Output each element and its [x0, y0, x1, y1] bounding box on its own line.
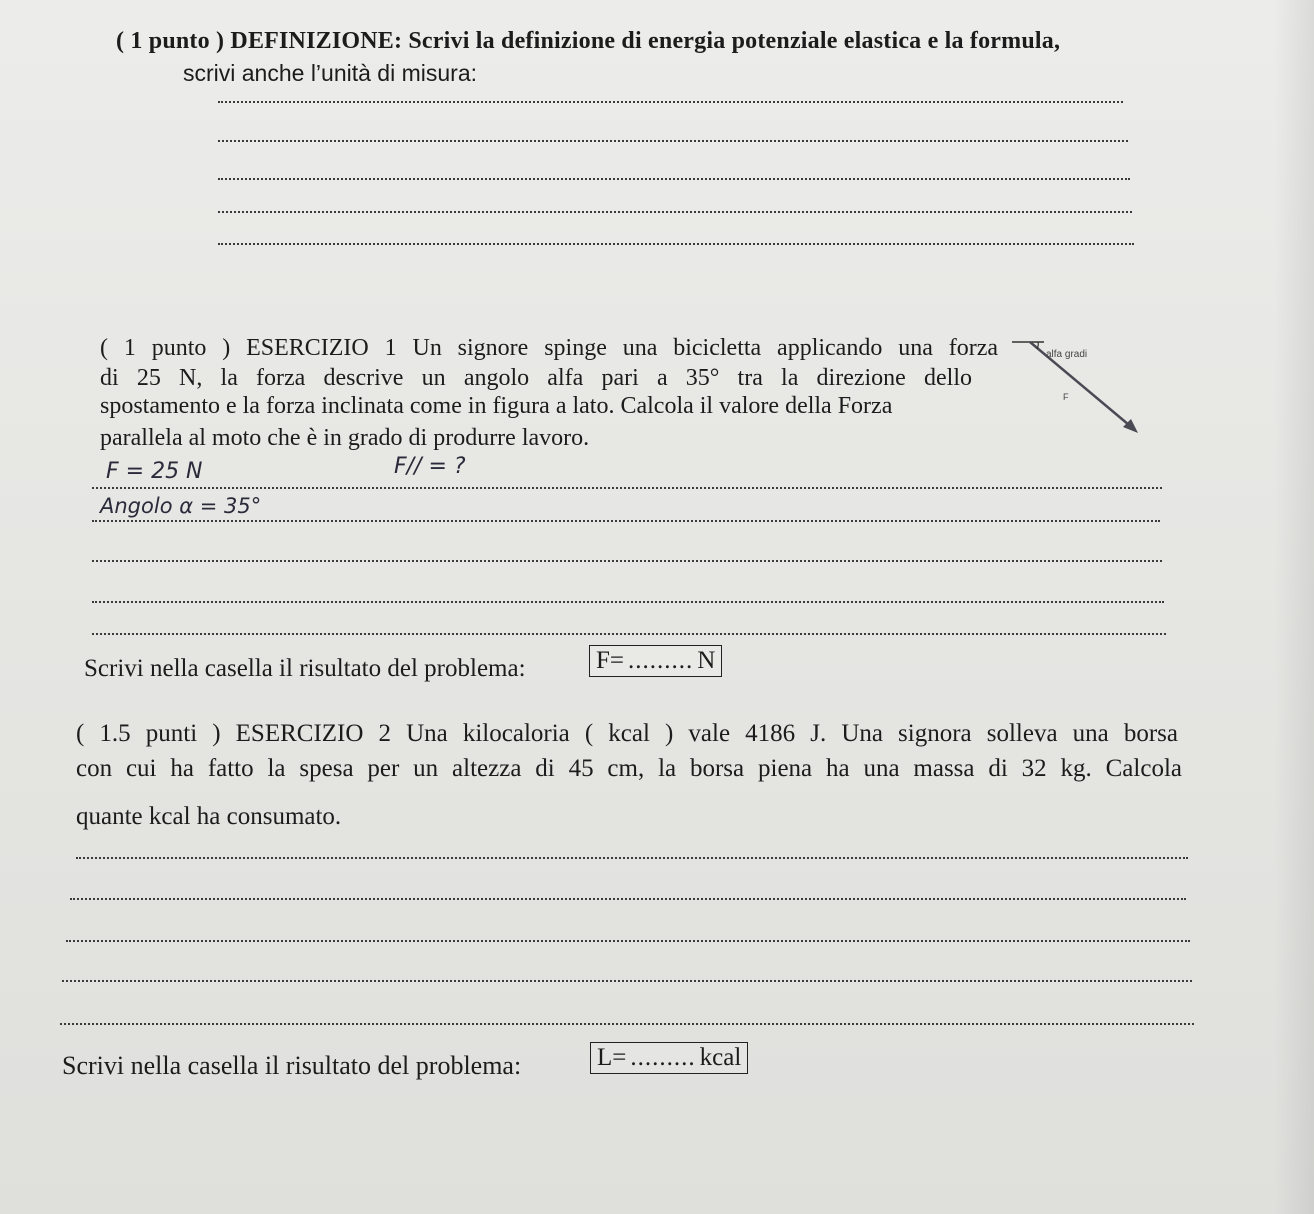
answer-line[interactable]	[218, 211, 1132, 213]
result-blank[interactable]	[628, 647, 693, 674]
esercizio2-line: ( 1.5 punti ) ESERCIZIO 2 Una kilocaloria ( kcal ) vale 4186 J. Una signora solleva una borsa	[76, 720, 1178, 747]
esercizio1-line: di 25 N, la forza descrive un angolo alfa pari a 35° tra la direzione dello	[100, 365, 972, 391]
handwritten-angle: Angolo α = 35°	[100, 494, 262, 518]
answer-line[interactable]	[66, 940, 1190, 942]
angle-arc	[1037, 342, 1038, 349]
result-prefix: F=	[596, 647, 625, 674]
handwritten-unknown: F// = ?	[394, 454, 466, 479]
result-unit: N	[697, 647, 716, 674]
answer-line[interactable]	[218, 140, 1128, 142]
result-box-energy[interactable]	[590, 1042, 748, 1074]
result-unit: kcal	[699, 1044, 742, 1071]
definizione-subtitle: scrivi anche l’unità di misura:	[183, 60, 478, 86]
answer-line[interactable]	[92, 520, 1160, 522]
result-blank[interactable]	[630, 1044, 695, 1071]
result-box-force[interactable]	[589, 645, 722, 677]
esercizio2-line: con cui ha fatto la spesa per un altezza di 45 cm, la borsa piena ha una massa di 32 kg. Calcola	[76, 755, 1182, 782]
esercizio1-line: ( 1 punto ) ESERCIZIO 1 Un signore spinge una bicicletta applicando una forza	[100, 335, 998, 361]
answer-line[interactable]	[92, 560, 1162, 562]
answer-line[interactable]	[76, 857, 1188, 859]
result-prompt: Scrivi nella casella il risultato del problema:	[62, 1051, 522, 1080]
angle-label: alfa gradi	[1046, 349, 1088, 360]
result-prompt: Scrivi nella casella il risultato del problema:	[84, 655, 526, 682]
esercizio1-line: parallela al moto che è in grado di produrre lavoro.	[100, 425, 590, 451]
answer-line[interactable]	[218, 178, 1130, 180]
esercizio1-line: spostamento e la forza inclinata come in figura a lato. Calcola il valore della Forza	[100, 393, 893, 419]
answer-line[interactable]	[60, 1023, 1194, 1025]
force-label: F	[1063, 392, 1069, 402]
answer-line[interactable]	[218, 243, 1134, 245]
definizione-title-line: ( 1 punto ) DEFINIZIONE: Scrivi la definizione di energia potenziale elastica e la formula,	[116, 28, 1061, 54]
handwritten-force: F = 25 N	[106, 459, 203, 484]
answer-line[interactable]	[92, 633, 1166, 635]
answer-line[interactable]	[92, 601, 1164, 603]
page-edge-shadow	[1274, 0, 1314, 1214]
answer-line[interactable]	[70, 898, 1186, 900]
esercizio2-line: quante kcal ha consumato.	[76, 803, 342, 830]
result-prefix: L=	[597, 1044, 627, 1071]
answer-line[interactable]	[62, 980, 1192, 982]
force-diagram	[1010, 330, 1150, 445]
answer-line[interactable]	[218, 101, 1123, 103]
answer-line[interactable]	[92, 487, 1162, 489]
